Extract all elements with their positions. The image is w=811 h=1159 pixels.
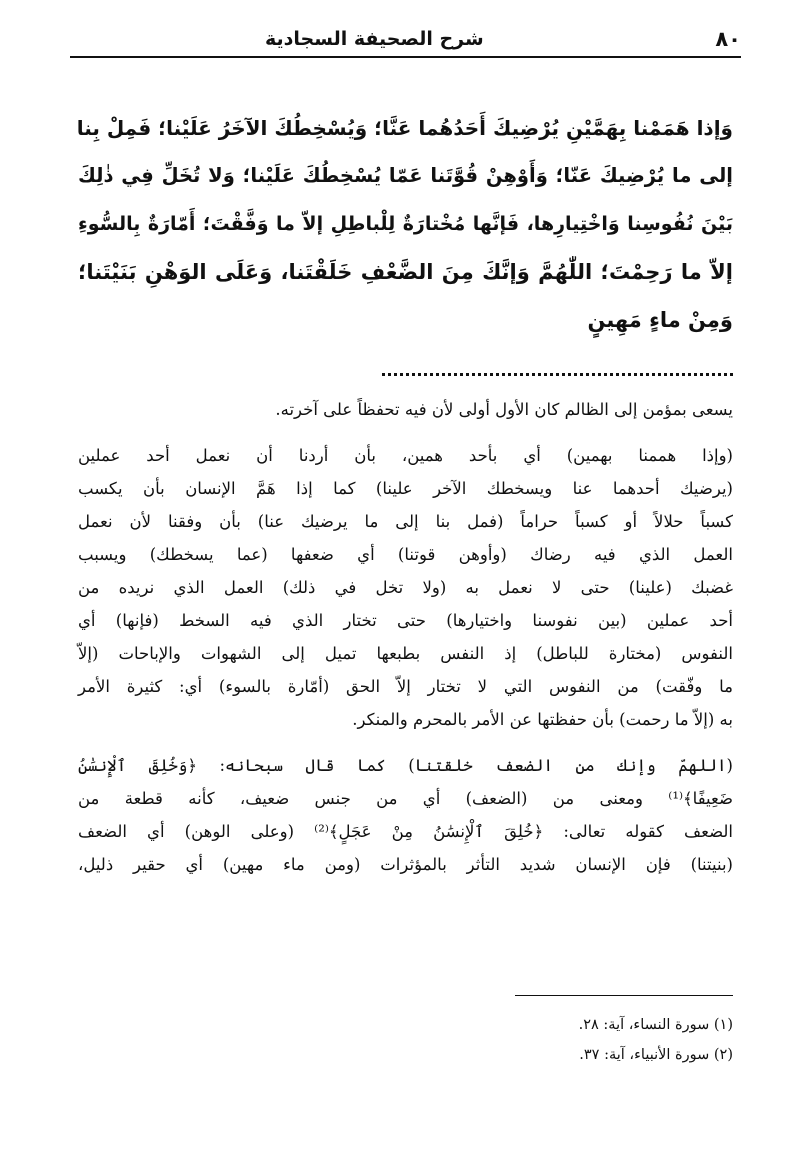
commentary-line: غضبك (علينا) حتى لا نعمل به (ولا تخل في ذلك) العمل الذي نريده من: [78, 578, 733, 597]
commentary-line: أحد عملين (بين نفوسنا واختيارها) حتى تختار الذي فيه السخط (فإنها) أي: [78, 611, 733, 630]
commentary-line: (يرضيك أحدهما عنا ويسخطك الآخر علينا) كما إذا هَمَّ الإنسان بأن يكسب: [78, 479, 733, 498]
running-title: شرح الصحيفة السجادية: [265, 28, 484, 50]
commentary-line: به (إلاّ ما رحمت) بأن حفظتها عن الأمر بالمحرم والمنكر.: [352, 710, 733, 729]
supplication-line: وَإذا هَمَمْنا بِهَمَّيْنِ يُرْضِيكَ أَحَدُهُما عَنَّا؛ وَيُسْخِطُكَ الآخَرُ عَلَيْنا؛ فَمِلْ بِنا: [76, 116, 733, 140]
commentary-line: كسباً حلالاً أو كسباً حراماً (فمل بنا إلى ما يرضيك عنا) بأن وفقنا لأن نعمل: [78, 512, 733, 531]
footnote-separator: [515, 995, 733, 996]
footnote-item: (١) سورة النساء، آية: ٢٨.: [578, 1017, 733, 1033]
commentary-line: العمل الذي فيه رضاك (وأوهن قوتنا) أي ضعفها (عما يسخطك) ويسبب: [78, 545, 733, 564]
commentary-paragraph: [78, 749, 733, 881]
footnotes: [78, 1010, 733, 1070]
commentary-line: (وإذا هممنا بهمين) أي بأحد همين، بأن أردنا أن نعمل أحد عملين: [78, 446, 733, 465]
commentary-line: (اللهمّ وإنك من الضعف خلقتنا) كما قال سبحانه: ﴿وَخُلِقَ ٱلْإِنسَٰنُ: [78, 756, 733, 775]
commentary-paragraph: [78, 439, 733, 736]
commentary-line: ما وفّقت) من النفوس التي لا تختار إلاّ الحق (أمّارة بالسوء) أي: كثيرة الأمر: [78, 677, 733, 696]
supplication-text: [78, 104, 733, 344]
commentary-paragraph: [78, 393, 733, 426]
dotted-separator: [382, 373, 733, 376]
supplication-line: إلى ما يُرْضِيكَ عَنّا؛ وَأَوْهِنْ قُوَّتَنا عَمّا يُسْخِطُكَ عَلَيْنا؛ وَلا تُخَلِّ فِي ذٰلِكَ: [78, 164, 733, 187]
page-number: ٨٠: [715, 27, 741, 51]
supplication-line: بَيْنَ نُفُوسِنا وَاخْتِيارِها، فَإنَّها مُخْتارَةٌ لِلْباطِلِ إلاّ ما وَفَّقْتَ؛ أَمّارَةٌ بِالسُّوءِ: [78, 213, 733, 235]
footnote-item: (٢) سورة الأنبياء، آية: ٣٧.: [579, 1047, 733, 1063]
commentary-line: الضعف كقوله تعالى: ﴿خُلِقَ ٱلْإِنسَٰنُ مِنْ عَجَلٍ﴾⁽²⁾ (وعلى الوهن) أي الضعف: [78, 822, 733, 841]
commentary-line: يسعى بمؤمن إلى الظالم كان الأول أولى لأن فيه تحفظاً على آخرته.: [275, 400, 733, 419]
commentary-line: النفوس (مختارة للباطل) إذ النفس بطبعها تميل إلى الشهوات والإباحات (إلاّ: [78, 644, 733, 663]
commentary-line: ضَعِيفًا﴾⁽¹⁾ ومعنى من (الضعف) أي من جنس ضعيف، كأنه قطعة من: [78, 789, 733, 808]
commentary-text: [78, 393, 733, 881]
supplication-line: إلاّ ما رَحِمْتَ؛ اللّٰهُمَّ وَإنَّكَ مِنَ الضَّعْفِ خَلَقْتَنا، وَعَلَى الوَهْنِ بَنَيْتَنا؛: [78, 260, 733, 284]
supplication-line: وَمِنْ ماءٍ مَهِينٍ: [587, 308, 733, 332]
commentary-line: (بنيتنا) فإن الإنسان شديد التأثر بالمؤثرات (ومن ماء مهين) أي حقير ذليل،: [78, 855, 733, 874]
page-header: [70, 22, 741, 58]
